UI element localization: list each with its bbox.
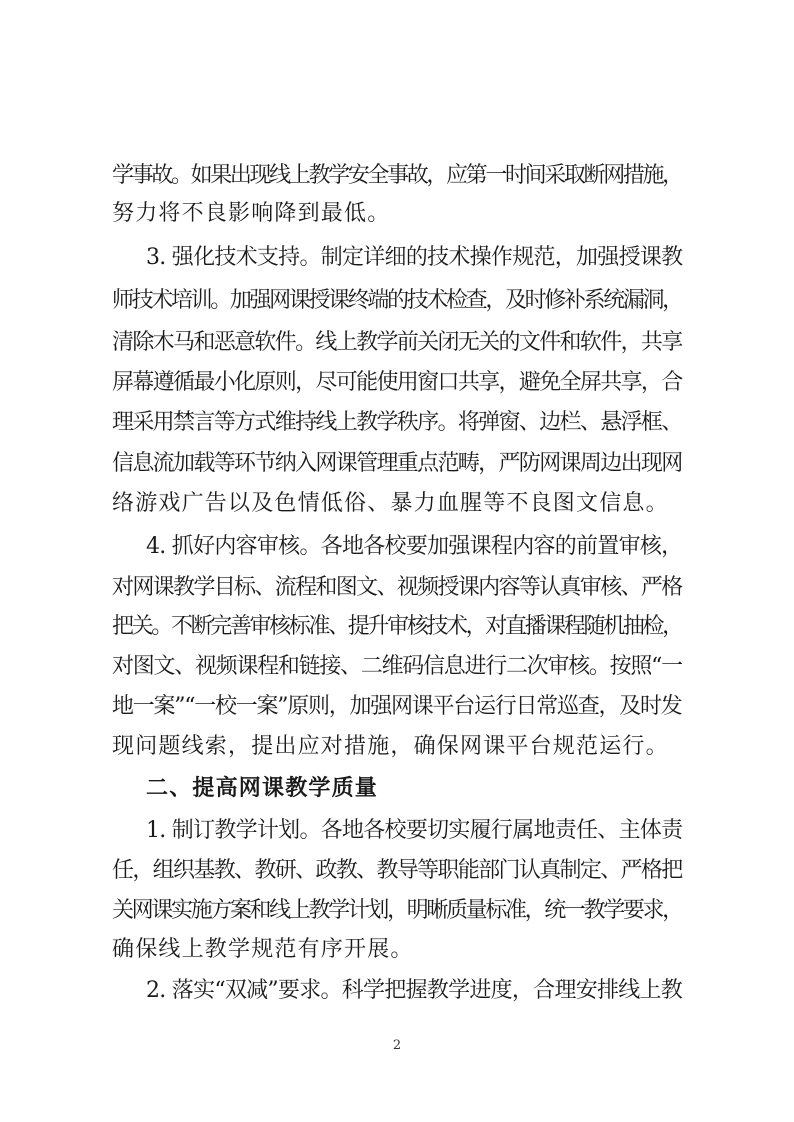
page-number: 2 <box>392 1038 402 1053</box>
paragraph-line: 学事故。如果出现线上教学安全事故，应第一时间采取断网措施， <box>112 163 682 188</box>
paragraph-line: 1. 制订教学计划。各地各校要切实履行属地责任、主体责 <box>146 818 683 843</box>
paragraph-line: 关网课实施方案和线上教学计划，明晰质量标准，统一教学要求， <box>112 898 682 923</box>
paragraph-line: 络游戏广告以及色情低俗、暴力血腥等不良图文信息。 <box>112 491 669 516</box>
paragraph-line: 对网课教学目标、流程和图文、视频授课内容等认真审核、严格 <box>112 575 682 600</box>
section-heading: 二、提高网课教学质量 <box>146 776 379 801</box>
paragraph-line: 任，组织基教、教研、政教、教导等职能部门认真制定、严格把 <box>112 858 682 883</box>
paragraph-line: 2. 落实“双减”要求。科学把握教学进度，合理安排线上教 <box>146 978 683 1003</box>
paragraph-line: 4. 抓好内容审核。各地各校要加强课程内容的前置审核， <box>146 534 683 559</box>
paragraph-line: 确保线上教学规范有序开展。 <box>112 937 414 962</box>
paragraph-line: 努力将不良影响降到最低。 <box>112 201 391 226</box>
paragraph-line: 3. 强化技术支持。制定详细的技术操作规范，加强授课教 <box>146 245 683 270</box>
paragraph-line: 屏幕遵循最小化原则，尽可能使用窗口共享，避免全屏共享，合 <box>112 370 682 395</box>
paragraph-line: 把关。不断完善审核标准、提升审核技术，对直播课程随机抽检， <box>112 614 682 639</box>
paragraph-line: 信息流加载等环节纳入网课管理重点范畴，严防网课周边出现网 <box>112 451 682 476</box>
paragraph-line: 对图文、视频课程和链接、二维码信息进行二次审核。按照“一 <box>112 654 682 679</box>
paragraph-line: 清除木马和恶意软件。线上教学前关闭无关的文件和软件，共享 <box>112 330 682 355</box>
paragraph-line: 师技术培训。加强网课授课终端的技术检查，及时修补系统漏洞， <box>112 288 682 313</box>
paragraph-line: 地一案”“一校一案”原则，加强网课平台运行日常巡查，及时发 <box>112 694 682 719</box>
paragraph-line: 理采用禁言等方式维持线上教学秩序。将弹窗、边栏、悬浮框、 <box>112 410 682 435</box>
paragraph-line: 现问题线索，提出应对措施，确保网课平台规范运行。 <box>112 734 669 759</box>
